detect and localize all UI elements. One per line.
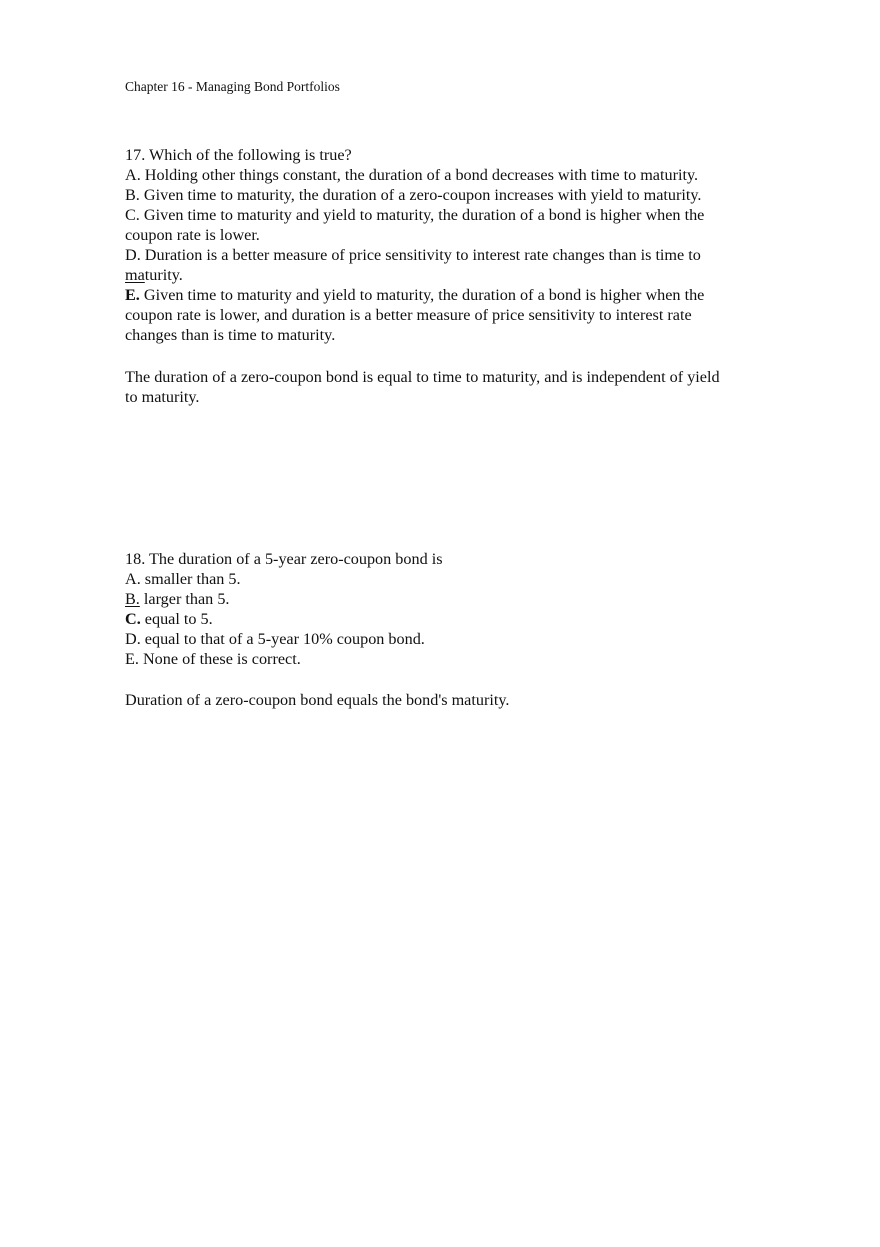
question-17-stem: 17. Which of the following is true? <box>125 146 352 164</box>
q17-option-c-letter: C. <box>125 206 140 224</box>
question-18-stem: 18. The duration of a 5-year zero-coupon bond is <box>125 550 443 568</box>
q17-explanation-line-2: to maturity. <box>125 388 200 406</box>
q17-option-d-text-1: Duration is a better measure of price sensitivity to interest rate changes than is time to <box>144 246 701 264</box>
q18-option-b <box>125 589 765 609</box>
q18-option-a-letter: A. <box>125 570 141 588</box>
q18-option-d <box>125 629 765 649</box>
q17-option-a <box>125 165 765 185</box>
q18-option-e <box>125 649 765 669</box>
question-17-explanation <box>125 367 765 407</box>
q18-option-c-letter-correct: C. <box>125 610 141 628</box>
question-18-explanation <box>125 690 765 710</box>
q17-option-a-text: Holding other things constant, the duration of a bond decreases with time to maturity. <box>144 166 699 184</box>
q17-option-c-text-1: Given time to maturity and yield to maturity, the duration of a bond is higher when the <box>143 206 705 224</box>
question-17 <box>125 145 765 345</box>
q17-option-e-text-1: Given time to maturity and yield to maturity, the duration of a bond is higher when the <box>143 286 705 304</box>
q18-option-a <box>125 569 765 589</box>
q18-option-b-letter: B. <box>125 590 140 608</box>
q18-explanation-line: Duration of a zero-coupon bond equals the bond's maturity. <box>125 691 510 709</box>
q17-option-e <box>125 285 765 305</box>
q17-explanation-line-1: The duration of a zero-coupon bond is equal to time to maturity, and is independent of yield <box>125 368 720 386</box>
question-18 <box>125 549 765 669</box>
q17-option-c-text-2: coupon rate is lower. <box>125 226 260 244</box>
q18-option-d-letter: D. <box>125 630 141 648</box>
q17-option-e-text-2: coupon rate is lower, and duration is a better measure of price sensitivity to interest rate <box>125 306 692 324</box>
page-header: Chapter 16 - Managing Bond Portfolios <box>125 79 340 94</box>
q17-option-a-letter: A. <box>125 166 141 184</box>
q17-option-b <box>125 185 765 205</box>
q18-option-d-text: equal to that of a 5-year 10% coupon bond. <box>144 630 425 648</box>
q18-option-a-text: smaller than 5. <box>144 570 241 588</box>
q17-option-d <box>125 245 765 265</box>
q17-option-b-text: Given time to maturity, the duration of a zero-coupon increases with yield to maturity. <box>143 186 702 204</box>
q17-option-e-letter-correct: E. <box>125 286 140 304</box>
q17-option-d-rest: turity. <box>144 266 183 284</box>
q17-option-d-underlined-fragment: ma <box>125 266 145 284</box>
q17-option-b-letter: B. <box>125 186 140 204</box>
q17-option-d-letter: D. <box>125 246 141 264</box>
q18-option-e-letter: E. <box>125 650 139 668</box>
q18-option-e-text: None of these is correct. <box>142 650 301 668</box>
q17-option-c <box>125 205 765 225</box>
q18-option-b-text: larger than 5. <box>143 590 230 608</box>
q17-option-e-text-3: changes than is time to maturity. <box>125 326 336 344</box>
q18-option-c <box>125 609 765 629</box>
q18-option-c-text: equal to 5. <box>144 610 213 628</box>
q17-option-d-text-2 <box>125 265 765 285</box>
